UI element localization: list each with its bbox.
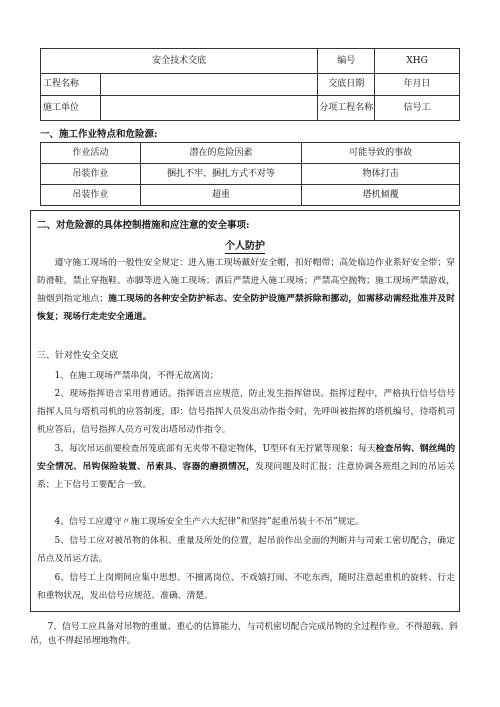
section2-subtitle [31,237,459,252]
item-5: 5、信号工应对被吊物的体积、重量及所处的位置，起吊前作出全面的判断并与司索工密切配合，确定吊点及吊运方法。 [37,536,455,564]
column-header: 潜在的危险因素 [140,143,302,164]
table-cell: 吊装作业 [41,164,141,185]
hazard-table [40,142,460,206]
document-title: 安全技术交底 [41,49,318,74]
item-3-text: 3、每次吊运前要检查吊笼底部有无夹带不稳定物体，U型环有无拧紧等现象；每天 [54,444,376,454]
project-label: 工程名称 [41,74,101,96]
code-value: XHG [375,49,460,74]
paragraph-text: 遵守施工现场的一般性安全规定：进入施工现场戴好安全帽，扣好帽带；高处临边作业系好安全带；穿防滑鞋，禁止穿拖鞋、赤脚等进入施工现场；酒后严禁进入施工现场；严禁高空抛物；施工现场严禁游戏，抽烟到指定地点； [37,258,455,304]
hazard-header-row [41,143,460,164]
unit-label: 施工单位 [41,96,101,121]
paragraph-bold-text: 施工现场的各种安全防护标志、安全防护设施严禁拆除和挪动，如需移动需经批准并及时恢复；现场行走走安全通道。 [37,294,455,322]
sub-project-label: 分项工程名称 [318,96,375,121]
sub-project-value: 信号工 [375,96,460,121]
item-2: 2、现场指挥语言采用普通话。指挥语言应规范，防止发生指挥错误。指挥过程中，严格执行信号信号指挥人员与塔机司机的应答制度，即：信号指挥人员发出动作指令时，先呼叫被指挥的塔机编号，待塔机司机应答后，信号指挥人员方可发出塔吊动作指令。 [37,389,455,435]
table-cell: 塔机倾覆 [302,185,460,206]
table-row [41,185,460,206]
item-1: 1、在施工现场严禁串岗，不得无故离岗； [54,371,219,381]
date-label: 交底日期 [318,74,375,96]
table-row [41,164,460,185]
section1-title: 一、施工作业特点和危险源: [40,129,158,140]
table-cell: 物体打击 [302,164,460,185]
column-header: 作业活动 [41,143,141,164]
measures-box [30,210,460,612]
section2-title: 二、对危险源的具体控制措施和应注意的安全事项: [37,220,250,231]
code-label: 编号 [318,49,375,74]
item-7: 7、信号工应具备对吊物的重量、重心的估算能力，与司机密切配合完成吊物的全过程作业。不得超载、斜吊，也不得起吊埋地物件。 [30,622,458,646]
header-table [40,48,460,121]
personal-protection-heading: 个人防护 [225,241,265,252]
item-6: 6、信号工上岗期间应集中思想、不擅离岗位、不戏嬉打闹、不吃东西，随时注意起重机的旋转、行走和重物状况，发出信号应规范、准确、清楚。 [37,573,455,601]
section3-title: 三、针对性安全交底 [37,351,119,361]
unit-value [100,96,317,121]
item-3-text-end: 发现问题及时汇报；注意协调各班组之间的吊运关系；上下信号工要配合一致。 [37,462,455,490]
table-cell: 捆扎不牢、捆扎方式不对等 [140,164,302,185]
date-value: 年月日 [375,74,460,96]
item-4: 4、信号工应遵守〃施工现场安全生产六大纪律”和坚持”起重吊装十不吊”规定。 [54,517,364,527]
table-cell: 吊装作业 [41,185,141,206]
item-3-bold: 检查吊钩、钢丝绳的安全情况、吊钩保险装置、吊索具、容器的磨损情况， [37,444,455,472]
personal-protection-paragraph [37,254,455,326]
item-3 [37,440,455,494]
column-header: 可能导致的事故 [302,143,460,164]
table-cell: 超重 [140,185,302,206]
project-value [100,74,317,96]
